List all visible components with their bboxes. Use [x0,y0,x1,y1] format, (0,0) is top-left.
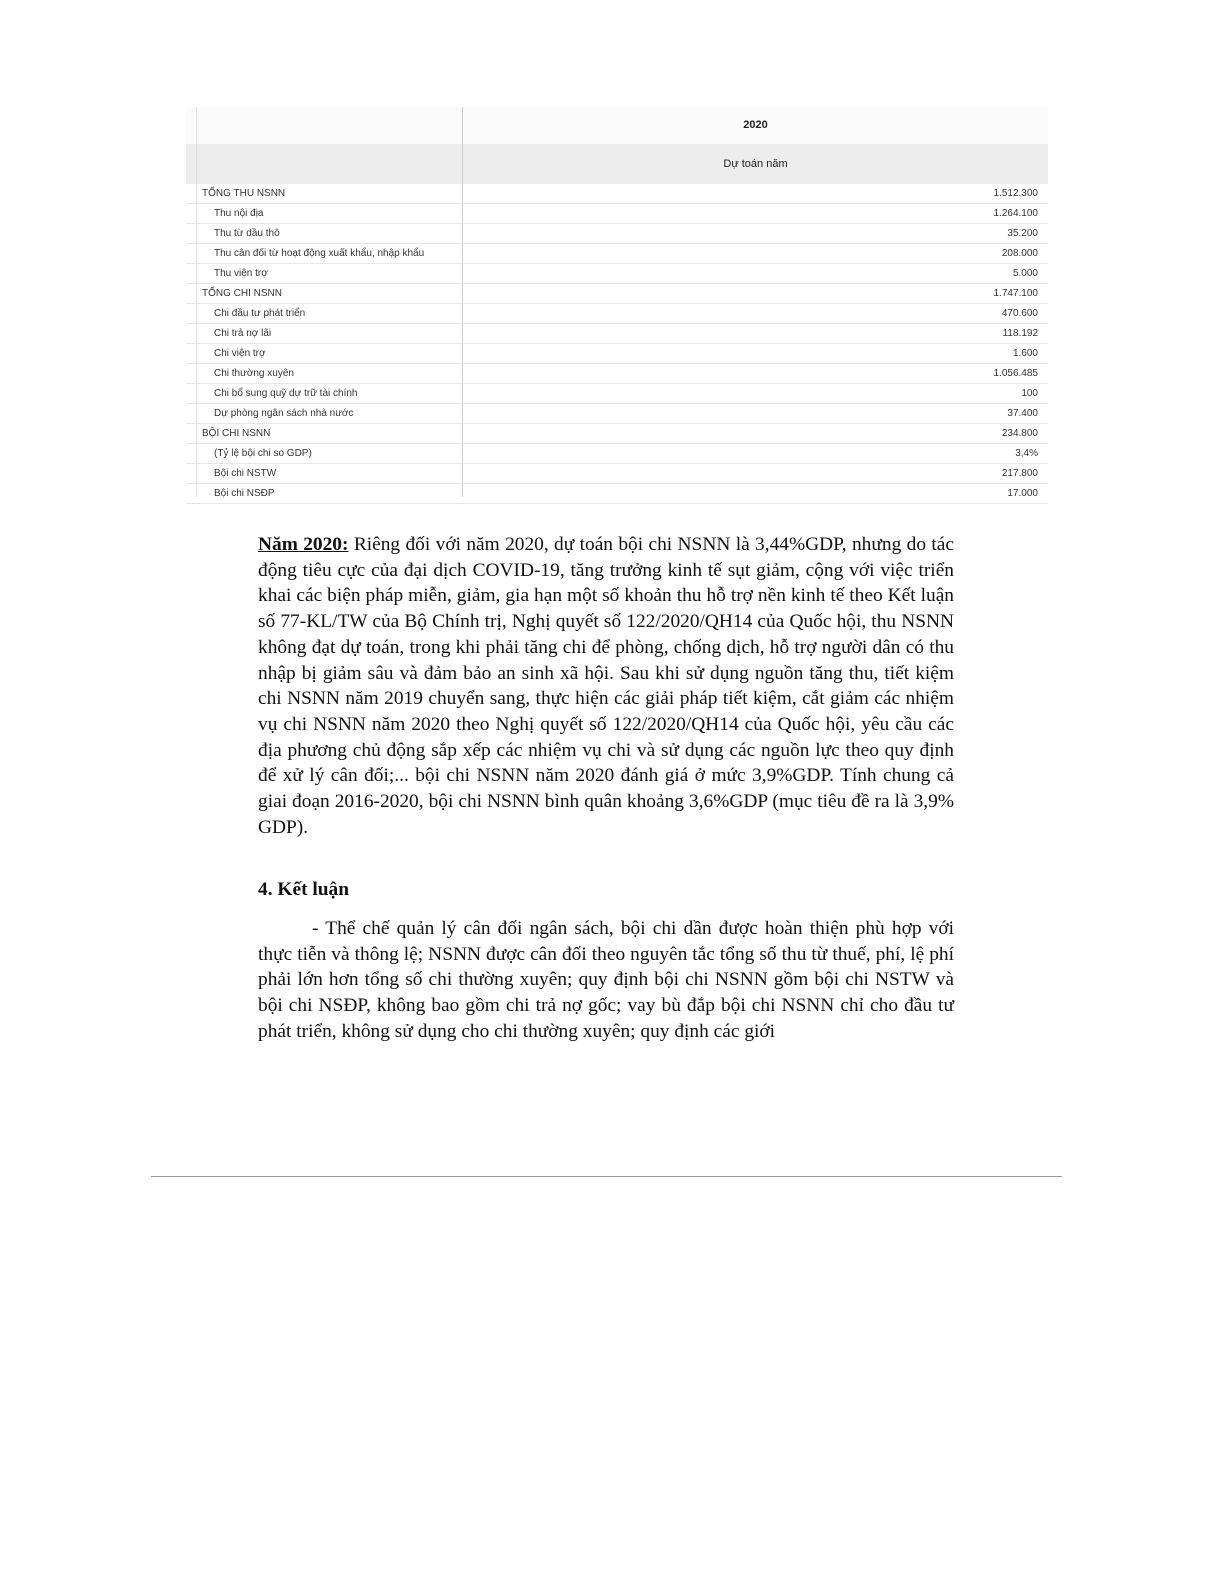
table-row-label: Thu từ dầu thô [214,228,280,239]
table-row-value: 17.000 [1007,488,1038,499]
table-body [186,184,1048,504]
table-row-label: TỔNG THU NSNN [202,188,286,199]
paragraph-conclusion: - Thể chế quản lý cân đối ngân sách, bội chi dần được hoàn thiện phù hợp với thực tiễn và thông lệ; NSNN được cân đối theo nguyên tắc tổng số thu từ thuế, phí, lệ phí phải lớn hơn tổng số chi thường xuyên; quy định bội chi NSNN gồm bội chi NSTW và bội chi NSĐP, không bao gồm chi trả nợ gốc; vay bù đắp bội chi NSNN chỉ cho đầu tư phát triển, không sử dụng cho chi thường xuyên; quy định các giới [258,918,954,1042]
table-row [186,364,1048,384]
table-row-value: 1.747.100 [993,288,1038,299]
paragraph-body: Riêng đối với năm 2020, dự toán bội chi NSNN là 3,44%GDP, nhưng do tác động tiêu cực của đại dịch COVID-19, tăng trưởng kinh tế sụt giảm, cộng với việc triển khai các biện pháp miễn, giảm, gia hạn một số khoản thu hỗ trợ nền kinh tế theo Kết luận số 77-KL/TW của Bộ Chính trị, Nghị quyết số 122/2020/QH14 của Quốc hội, thu NSNN không đạt dự toán, trong khi phải tăng chi để phòng, chống dịch, hỗ trợ người dân có thu nhập bị giảm sâu và đảm bảo an sinh xã hội. Sau khi sử dụng nguồn tăng thu, tiết kiệm chi NSNN năm 2019 chuyển sang, thực hiện các giải pháp tiết kiệm, cắt giảm các nhiệm vụ chi NSNN năm 2020 theo Nghị quyết số 122/2020/QH14 của Quốc hội, yêu cầu các địa phương chủ động sắp xếp các nhiệm vụ chi và sử dụng các nguồn lực theo quy định để xử lý cân đối;... bội chi NSNN năm 2020 đánh giá ở mức 3,9%GDP. Tính chung cả giai đoạn 2016-2020, bội chi NSNN bình quân khoảng 3,6%GDP (mục tiêu đề ra là 3,9% GDP). [258,534,954,838]
table-row-label: Thu viện trợ [214,268,268,279]
table-row-label: Chi bổ sung quỹ dự trữ tài chính [214,388,358,399]
table-row [186,344,1048,364]
table-row [186,244,1048,264]
table-row [186,204,1048,224]
table-row-value: 1.264.100 [993,208,1038,219]
table-row-value: 35.200 [1007,228,1038,239]
table-row [186,304,1048,324]
table-row-label: Thu nội địa [214,208,264,219]
table-row [186,224,1048,244]
table-row-value: 3,4% [1015,448,1038,459]
table-row-value: 1.056.485 [993,368,1038,379]
table-row-value: 100 [1021,388,1038,399]
table-row-label: Chi đầu tư phát triển [214,308,306,319]
table-row-label: Chi thường xuyên [214,368,294,379]
table-row-value: 1.600 [1012,348,1038,359]
table-row-label: (Tỷ lệ bội chi so GDP) [214,448,312,459]
table-row-label: BỘI CHI NSNN [202,428,271,439]
table-row-value: 37.400 [1007,408,1038,419]
table-row-value: 118.192 [1002,328,1038,339]
table-row [186,284,1048,304]
table-year-header: 2020 [743,119,768,131]
table-column-header: Dự toán năm [723,158,788,170]
table-row-value: 1.512.300 [993,188,1038,199]
table-row-value: 234.800 [1001,428,1038,439]
table-row-value: 470.600 [1001,308,1038,319]
table-row-label: Chi viện trợ [214,348,266,359]
table-row [186,184,1048,204]
paragraph-lead: Năm 2020: [258,534,349,555]
page-footer-divider [151,1176,1062,1177]
paragraph-2020 [258,532,954,840]
table-row-value: 5.000 [1012,268,1038,279]
table-row-value: 217.800 [1001,468,1038,479]
table-row-value: 208.000 [1001,248,1038,259]
section-heading: 4. Kết luận [258,879,350,900]
table-row-label: Dự phòng ngân sách nhà nước [214,408,354,419]
table-row-label: Thu cân đối từ hoạt động xuất khẩu, nhập khẩu [214,248,425,259]
table-row-label: Bội chi NSTW [214,468,277,479]
table-row [186,464,1048,484]
table-row-label: Chi trả nợ lãi [214,328,272,339]
table-row [186,324,1048,344]
table-row-label: TỔNG CHI NSNN [202,288,282,299]
table-row [186,404,1048,424]
budget-table [186,107,1048,497]
table-row [186,484,1048,504]
table-row [186,444,1048,464]
table-row [186,264,1048,284]
table-row [186,424,1048,444]
table-row-label: Bội chi NSĐP [214,488,275,499]
table-row [186,384,1048,404]
